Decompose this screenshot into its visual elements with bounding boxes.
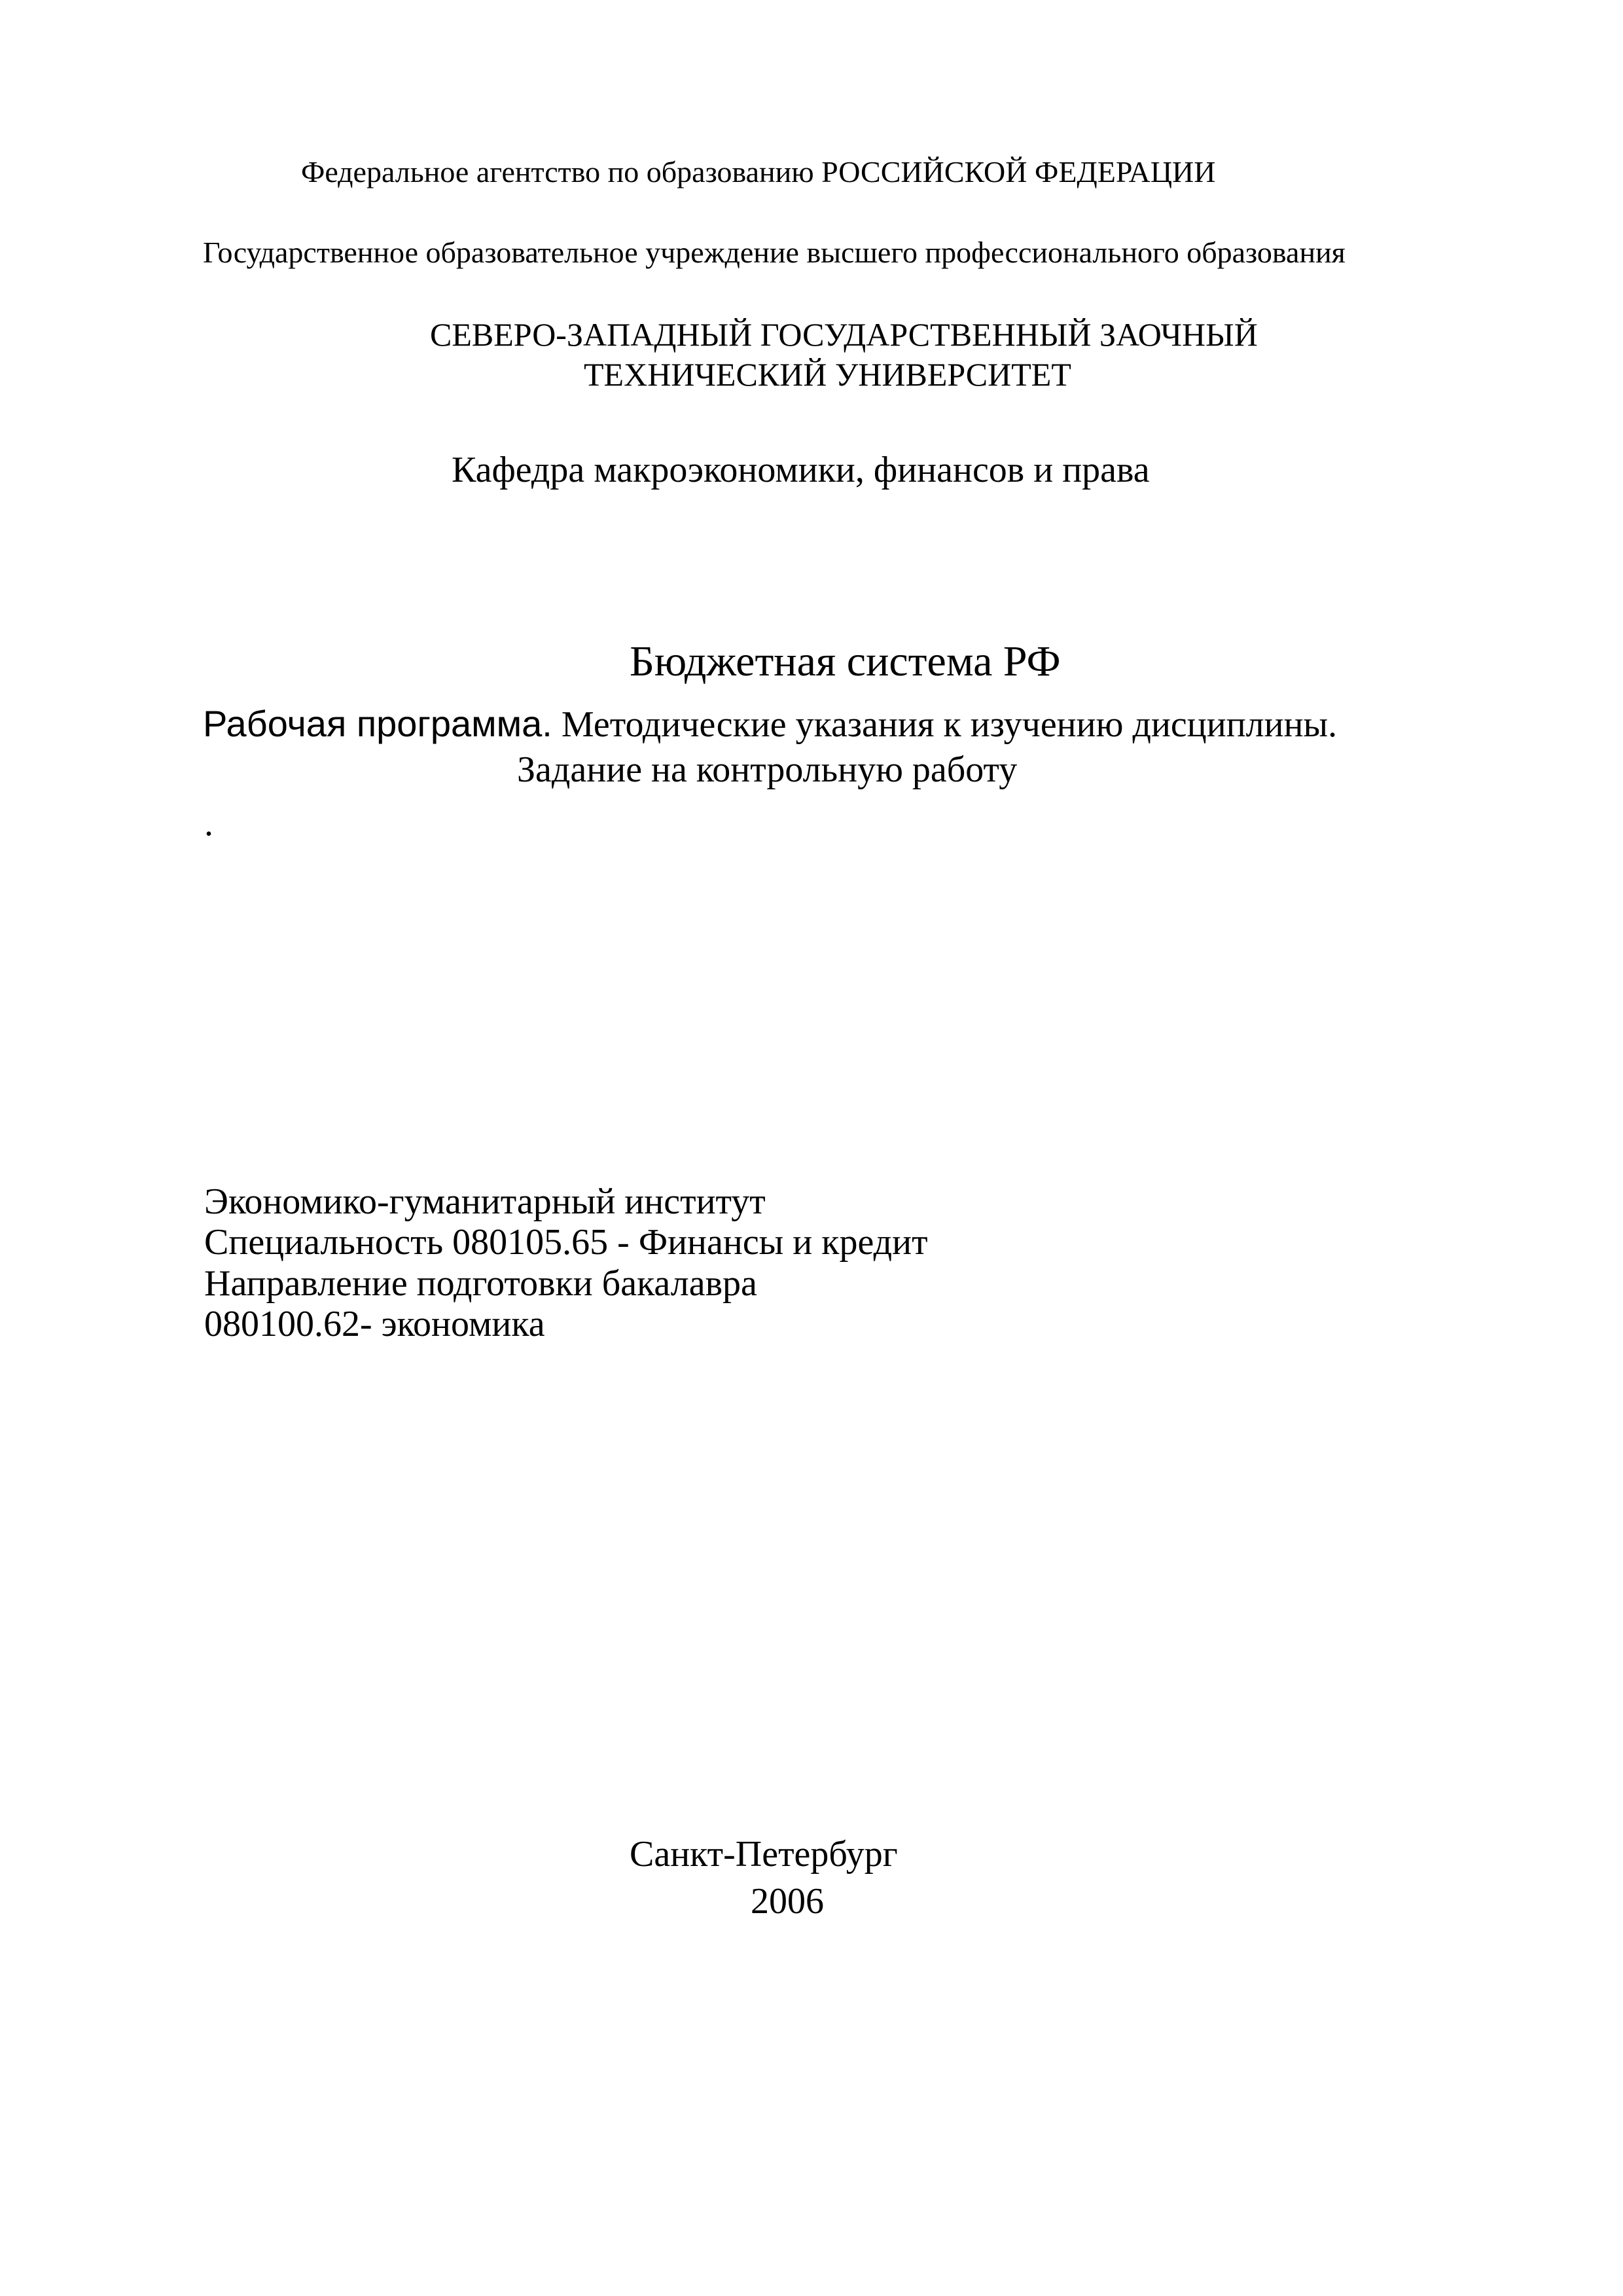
university-name-line2: ТЕХНИЧЕСКИЙ УНИВЕРСИТЕТ: [584, 356, 1071, 393]
department-line: Кафедра макроэкономики, финансов и права: [452, 450, 1150, 490]
subtitle-program-label: Рабочая программа.: [203, 703, 552, 744]
city-line: Санкт-Петербург: [630, 1834, 898, 1874]
document-title: Бюджетная система РФ: [630, 637, 1061, 685]
university-name-line1: СЕВЕРО-ЗАПАДНЫЙ ГОСУДАРСТВЕННЫЙ ЗАОЧНЫЙ: [430, 316, 1258, 353]
direction-code-line: 080100.62- экономика: [204, 1304, 545, 1344]
subtitle-guidelines-label: Методические указания к изучению дисциплины.: [552, 704, 1338, 745]
stray-dot: .: [204, 803, 213, 844]
document-subtitle: [203, 703, 1338, 745]
document-subtitle-line2: Задание на контрольную работу: [517, 749, 1018, 790]
direction-line: Направление подготовки бакалавра: [204, 1263, 757, 1304]
specialty-line: Специальность 080105.65 - Финансы и кредит: [204, 1222, 928, 1263]
agency-line: Федеральное агентство по образованию РОССИЙСКОЙ ФЕДЕРАЦИИ: [301, 155, 1216, 188]
institute-line: Экономико-гуманитарный институт: [204, 1181, 766, 1222]
year-line: 2006: [751, 1881, 824, 1922]
institution-type-line: Государственное образовательное учреждение высшего профессионального образования: [203, 236, 1346, 269]
